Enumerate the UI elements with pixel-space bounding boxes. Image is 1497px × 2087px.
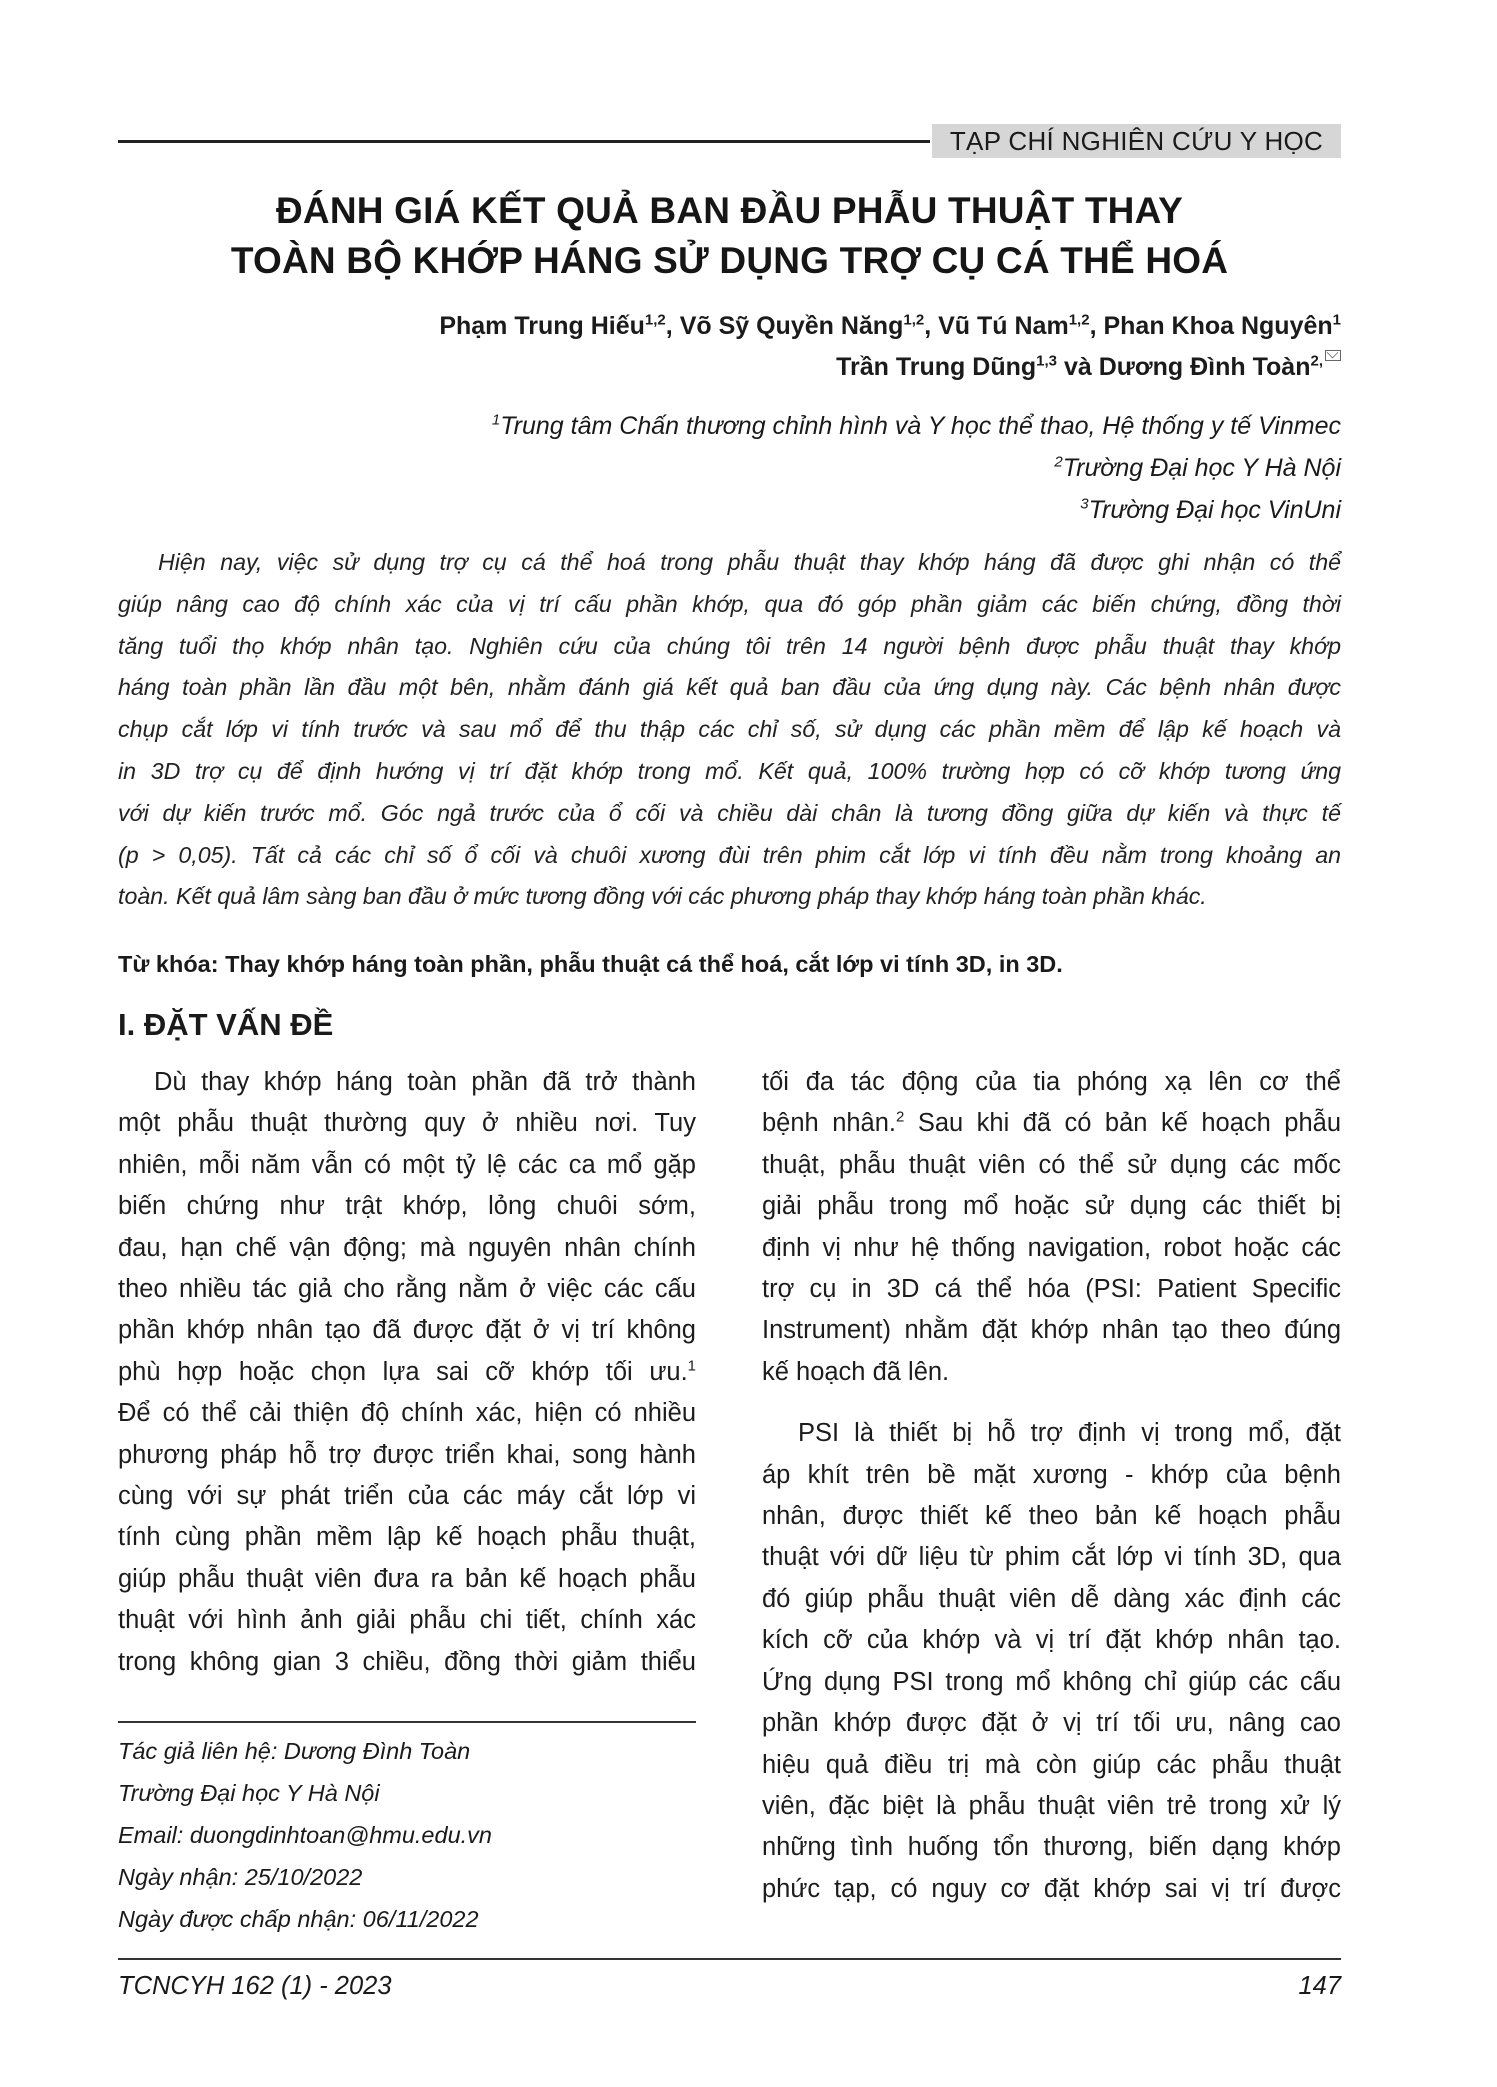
corresponding-email: Email: duongdinhtoan@hmu.edu.vn (118, 1822, 492, 1848)
author-separator: và (1057, 353, 1099, 381)
body-line: giải phẫu trong mổ hoặc sử dụng các thiết bị (762, 1192, 1341, 1221)
corresponding-author: Tác giả liên hệ: Dương Đình Toàn (118, 1738, 471, 1764)
author-line-1 (118, 306, 1341, 347)
body-line: theo nhiều tác giả cho rằng nằm ở việc các cấu (118, 1275, 696, 1304)
body-line: trong không gian 3 chiều, đồng thời giảm thiểu (118, 1647, 696, 1676)
page-number: 147 (1298, 1972, 1341, 2000)
keywords: Từ khóa: Thay khớp háng toàn phần, phẫu thuật cá thể hoá, cắt lớp vi tính 3D, in 3D. (118, 951, 1063, 977)
footer-rule (118, 1958, 1341, 1960)
body-line: phức tạp, có nguy cơ đặt khớp sai vị trí được (762, 1874, 1341, 1903)
body-line: Để có thể cải thiện độ chính xác, hiện có nhiều (118, 1399, 696, 1428)
author-separator: , (924, 312, 939, 340)
author-line-2 (118, 347, 1341, 388)
affiliation-2 (118, 447, 1341, 489)
abstract-line: toàn. Kết quả lâm sàng ban đầu ở mức tương đồng với các phương pháp thay khớp háng toàn phần khác. (118, 883, 1207, 910)
body-line: phần khớp nhân tạo đã được đặt ở vị trí không (118, 1316, 696, 1345)
abstract-line: Hiện nay, việc sử dụng trợ cụ cá thể hoá trong phẫu thuật thay khớp háng đã được ghi nhận có thể (158, 549, 1341, 575)
author-name: Trần Trung Dũng (836, 353, 1037, 381)
journal-name: TẠP CHÍ NGHIÊN CỨU Y HỌC (932, 124, 1341, 158)
body-line: thuật, phẫu thuật viên có thể sử dụng các mốc (762, 1150, 1341, 1179)
paragraph-gap (762, 1393, 1341, 1413)
citation-ref: 1 (687, 1357, 696, 1375)
body-line: trợ cụ in 3D cá thể hóa (PSI: Patient Specific (762, 1275, 1341, 1304)
title-line-2: TOÀN BỘ KHỚP HÁNG SỬ DỤNG TRỢ CỤ CÁ THỂ HOÁ (230, 240, 1229, 281)
body-line: kế hoạch đã lên. (762, 1357, 950, 1386)
author-name: Vũ Tú Nam (938, 312, 1069, 340)
body-text: Sau khi đã có bản kế hoạch phẫu (904, 1109, 1341, 1138)
body-line (118, 1352, 696, 1393)
affiliation-number: 2 (1054, 453, 1063, 471)
affiliation-1 (118, 405, 1341, 447)
body-line: Dù thay khớp háng toàn phần đã trở thành (154, 1068, 696, 1096)
body-line: tối đa tác động của tia phóng xạ lên cơ thể (762, 1068, 1341, 1096)
body-line: biến chứng như trật khớp, lỏng chuôi sớm, (118, 1192, 696, 1221)
received-date: Ngày nhận: 25/10/2022 (118, 1864, 363, 1890)
body-line: một phẫu thuật thường quy ở nhiều nơi. Tuy (118, 1109, 696, 1138)
body-line: Ứng dụng PSI trong mổ không chỉ giúp các cấu (762, 1667, 1341, 1696)
affiliation-3 (118, 489, 1341, 531)
body-line: thuật với dữ liệu từ phim cắt lớp vi tính 3D, qua (762, 1543, 1341, 1572)
body-line: thuật với hình ảnh giải phẫu chi tiết, chính xác (118, 1606, 696, 1635)
correspondence-footnote (118, 1730, 696, 1940)
section-heading: I. ĐẶT VẤN ĐỀ (118, 1007, 334, 1042)
abstract (118, 542, 1341, 918)
abstract-line: háng toàn phần lần đầu một bên, nhằm đánh giá kết quả ban đầu của ứng dụng này. Các bệnh nhân được (118, 674, 1341, 701)
body-line: phương pháp hỗ trợ được triển khai, song hành (118, 1440, 696, 1469)
body-line: đó giúp phẫu thuật viên dễ dàng xác định các (762, 1584, 1341, 1613)
body-text: phù hợp hoặc chọn lựa sai cỡ khớp tối ưu. (118, 1357, 688, 1386)
affiliation-number: 1 (491, 411, 501, 429)
body-column-left (118, 1062, 696, 1683)
author-name: Phan Khoa Nguyên (1103, 312, 1333, 340)
affiliation-text: Trường Đại học Y Hà Nội (1062, 454, 1341, 482)
abstract-line: chụp cắt lớp vi tính trước và sau mổ để thu thập các chỉ số, sử dụng các phần mềm để lập kế hoạch và (118, 716, 1341, 743)
author-affiliation: 1,3 (1036, 352, 1057, 370)
affiliation-text: Trung tâm Chấn thương chỉnh hình và Y học thể thao, Hệ thống y tế Vinmec (500, 412, 1341, 440)
body-line (762, 1103, 1341, 1144)
body-line: phần khớp được đặt ở vị trí tối ưu, nâng cao (762, 1709, 1341, 1738)
affiliation-number: 3 (1080, 495, 1089, 513)
author-affiliation: 1 (1332, 311, 1341, 329)
affiliation-text: Trường Đại học VinUni (1088, 496, 1341, 524)
body-column-right (762, 1062, 1341, 1910)
body-line: kích cỡ của khớp và vị trí đặt khớp nhân tạo. (762, 1626, 1341, 1655)
abstract-line: với dự kiến trước mổ. Góc ngả trước của ổ cối và chiều dài chân là tương đồng giữa dự kiến và thực tế (118, 799, 1341, 826)
body-line: viên, đặc biệt là phẫu thuật viên trẻ trong xử lý (762, 1791, 1341, 1820)
abstract-line: giúp nâng cao độ chính xác của vị trí cấu phần khớp, qua đó góp phần giảm các biến chứng, đồng thời (118, 590, 1341, 617)
author-affiliation: 1,2 (903, 311, 925, 329)
author-separator: , (1089, 312, 1104, 340)
body-line: tính cùng phần mềm lập kế hoạch phẫu thuật, (118, 1523, 696, 1552)
author-name: Võ Sỹ Quyền Năng (679, 312, 904, 340)
body-line: định vị như hệ thống navigation, robot hoặc các (762, 1233, 1341, 1262)
author-separator: , (665, 312, 680, 340)
accepted-date: Ngày được chấp nhận: 06/11/2022 (118, 1906, 479, 1932)
author-affiliation: 1,2 (1068, 311, 1090, 329)
body-line: hiệu quả điều trị mà còn giúp các phẫu thuật (762, 1750, 1341, 1779)
abstract-line: tăng tuổi thọ khớp nhân tạo. Nghiên cứu của chúng tôi trên 14 người bệnh được phẫu thuật thay khớp (118, 632, 1341, 659)
title-line-1: ĐÁNH GIÁ KẾT QUẢ BAN ĐẦU PHẪU THUẬT THAY (276, 190, 1183, 231)
footnote-rule (118, 1721, 696, 1723)
body-line: Instrument) nhằm đặt khớp nhân tạo theo đúng (762, 1316, 1341, 1345)
article-title (118, 186, 1341, 286)
author-name: Dương Đình Toàn (1098, 353, 1311, 381)
journal-citation: TCNCYH 162 (1) - 2023 (118, 1972, 392, 2000)
body-line: những tình huống tổn thương, biến dạng khớp (762, 1833, 1341, 1862)
body-line: áp khít trên bề mặt xương - khớp của bệnh (762, 1460, 1341, 1489)
body-line: nhân, được thiết kế theo bản kế hoạch phẫu (762, 1502, 1341, 1531)
body-line: cùng với sự phát triển của các máy cắt lớp vi (118, 1482, 696, 1511)
author-affiliation: 2, (1310, 352, 1323, 370)
body-line: giúp phẫu thuật viên đưa ra bản kế hoạch phẫu (118, 1564, 696, 1593)
body-line: nhiên, mỗi năm vẫn có một tỷ lệ các ca mổ gặp (118, 1150, 696, 1179)
abstract-line: (p > 0,05). Tất cả các chỉ số ổ cối và chuôi xương đùi trên phim cắt lớp vi tính đều nằm trong khoảng an (118, 841, 1341, 868)
abstract-line: in 3D trợ cụ để định hướng vị trí đặt khớp trong mổ. Kết quả, 100% trường hợp có cỡ khớp tương ứng (118, 757, 1341, 784)
author-affiliation: 1,2 (644, 311, 666, 329)
header-rule (118, 140, 930, 143)
body-text: bệnh nhân. (762, 1109, 897, 1138)
corresponding-institution: Trường Đại học Y Hà Nội (118, 1780, 380, 1806)
affiliation-list (118, 405, 1341, 531)
author-name: Phạm Trung Hiếu (439, 312, 645, 340)
body-line: đau, hạn chế vận động; mà nguyên nhân chính (118, 1233, 696, 1262)
body-line: PSI là thiết bị hỗ trợ định vị trong mổ, đặt (798, 1419, 1341, 1448)
mail-icon (1325, 350, 1341, 361)
citation-ref: 2 (896, 1108, 905, 1126)
author-list (118, 306, 1341, 388)
